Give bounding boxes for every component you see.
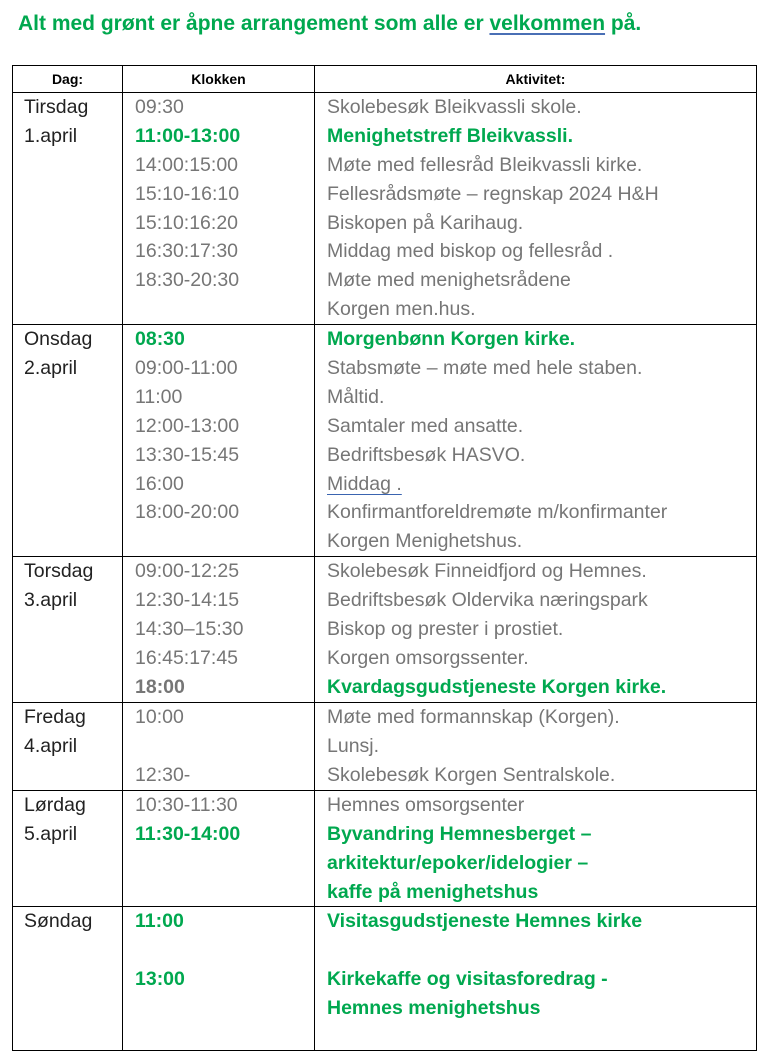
day-cell — [13, 557, 123, 703]
time-cell — [123, 93, 315, 325]
activity-entry: Skolebesøk Bleikvassli skole. — [327, 96, 582, 118]
column-header-day: Dag: — [13, 66, 123, 93]
time-entry: 09:00-12:25 — [135, 560, 240, 583]
day-cell — [13, 93, 123, 325]
day-date: 1.april — [24, 125, 78, 147]
time-entry: 10:00 — [135, 706, 184, 729]
activity-entry: Konfirmantforeldremøte m/konfirmanter — [327, 501, 668, 524]
day-date: 4.april — [24, 735, 78, 758]
activity-cell — [315, 790, 757, 907]
activity-entry: Fellesrådsmøte – regnskap 2024 H&H — [327, 182, 659, 205]
time-entry: 18:30-20:30 — [135, 269, 240, 292]
time-entry: 15:10-16:10 — [135, 182, 240, 205]
activity-entry: Skolebesøk Korgen Sentralskole. — [327, 764, 616, 787]
activity-entry: Menighetstreff Bleikvassli. — [327, 124, 573, 147]
time-cell — [123, 557, 315, 703]
time-entry: 18:00-20:00 — [135, 501, 240, 524]
time-cell — [123, 703, 315, 791]
heading-text-end: på. — [605, 12, 642, 35]
time-entry: 11:00-13:00 — [135, 124, 241, 147]
time-entry: 12:00-13:00 — [135, 414, 240, 437]
table-row — [13, 557, 757, 703]
day-date: 2.april — [24, 357, 78, 380]
time-cell — [123, 325, 315, 557]
day-name: Fredag — [24, 706, 86, 729]
activity-entry: Middag med biskop og fellesråd . — [327, 240, 614, 263]
day-cell — [13, 907, 123, 1051]
day-name: Torsdag — [24, 560, 94, 583]
time-entry: 14:00:15:00 — [135, 153, 239, 176]
column-header-time: Klokken — [123, 66, 315, 93]
time-entry: 12:30-14:15 — [135, 589, 240, 612]
time-entry: 18:00 — [135, 675, 185, 698]
heading-underlined-word: velkommen — [489, 12, 606, 35]
day-date: 5.april — [24, 822, 78, 845]
activity-entry: Bedriftsbesøk Oldervika næringspark — [327, 589, 648, 612]
schedule-table — [12, 65, 757, 1051]
activity-entry: Møte med menighetsrådene — [327, 269, 571, 292]
activity-cell — [315, 703, 757, 791]
time-entry: 10:30-11:30 — [135, 793, 238, 816]
activity-entry: Møte med fellesråd Bleikvassli kirke. — [327, 153, 643, 176]
activity-entry: Korgen Menighetshus. — [327, 530, 523, 553]
activity-entry: Morgenbønn Korgen kirke. — [327, 328, 576, 351]
activity-entry: Skolebesøk Finneidfjord og Hemnes. — [327, 560, 647, 583]
activity-entry-empty — [327, 936, 756, 965]
activity-entry: arkitektur/epoker/idelogier – — [327, 851, 589, 874]
time-entry: 13:30-15:45 — [135, 443, 240, 466]
activity-entry: Korgen omsorgssenter. — [327, 646, 529, 669]
time-entry: 14:30–15:30 — [135, 618, 244, 641]
activity-entry: Samtaler med ansatte. — [327, 414, 524, 437]
day-cell — [13, 325, 123, 557]
time-entry: 12:30- — [135, 764, 191, 787]
activity-cell — [315, 907, 757, 1051]
activity-entry: Hemnes menighetshus — [327, 997, 541, 1020]
activity-entry: Middag . — [327, 472, 402, 495]
activity-cell — [315, 325, 757, 557]
heading-text: Alt med grønt er åpne arrangement som alle er — [18, 12, 490, 35]
time-entry: 11:00 — [135, 385, 183, 408]
activity-entry: Biskopen på Karihaug. — [327, 211, 524, 234]
activity-cell — [315, 93, 757, 325]
table-row — [13, 790, 757, 907]
column-header-activity: Aktivitet: — [315, 66, 757, 93]
activity-entry: Stabsmøte – møte med hele staben. — [327, 357, 643, 380]
day-name: Søndag — [24, 910, 93, 933]
table-row — [13, 907, 757, 1051]
activity-entry: Byvandring Hemnesberget – — [327, 822, 592, 845]
day-cell — [13, 790, 123, 907]
table-row — [13, 703, 757, 791]
time-entry: 09:30 — [135, 96, 184, 118]
day-date: 3.april — [24, 589, 78, 612]
activity-entry: Bedriftsbesøk HASVO. — [327, 443, 526, 466]
day-cell — [13, 703, 123, 791]
table-row — [13, 93, 757, 325]
activity-entry: Lunsj. — [327, 735, 380, 758]
time-entry: 15:10:16:20 — [135, 211, 239, 234]
time-entry-empty — [135, 936, 314, 965]
time-entry: 16:45:17:45 — [135, 646, 239, 669]
time-cell — [123, 907, 315, 1051]
activity-entry: Møte med formannskap (Korgen). — [327, 706, 620, 729]
activity-entry: Visitasgudstjeneste Hemnes kirke — [327, 910, 643, 933]
time-entry-empty — [135, 732, 314, 761]
header-row — [13, 66, 757, 93]
activity-cell — [315, 557, 757, 703]
page-heading — [18, 12, 641, 36]
time-entry: 11:00 — [135, 910, 184, 933]
time-entry: 09:00-11:00 — [135, 357, 238, 380]
activity-entry: Kvardagsgudstjeneste Korgen kirke. — [327, 675, 667, 698]
time-cell — [123, 790, 315, 907]
activity-entry: Korgen men.hus. — [327, 298, 476, 321]
day-name: Onsdag — [24, 328, 93, 351]
day-name: Tirsdag — [24, 96, 89, 118]
time-entry: 13:00 — [135, 968, 185, 991]
activity-entry: Hemnes omsorgsenter — [327, 793, 525, 816]
activity-entry: Måltid. — [327, 385, 385, 408]
time-entry: 08:30 — [135, 328, 185, 351]
activity-entry: Biskop og prester i prostiet. — [327, 618, 564, 641]
day-name: Lørdag — [24, 793, 86, 816]
time-entry: 16:30:17:30 — [135, 240, 239, 263]
activity-entry: Kirkekaffe og visitasforedrag - — [327, 968, 608, 991]
time-entry: 11:30-14:00 — [135, 822, 241, 845]
activity-entry: kaffe på menighetshus — [327, 880, 539, 903]
time-entry: 16:00 — [135, 472, 184, 495]
table-row — [13, 325, 757, 557]
